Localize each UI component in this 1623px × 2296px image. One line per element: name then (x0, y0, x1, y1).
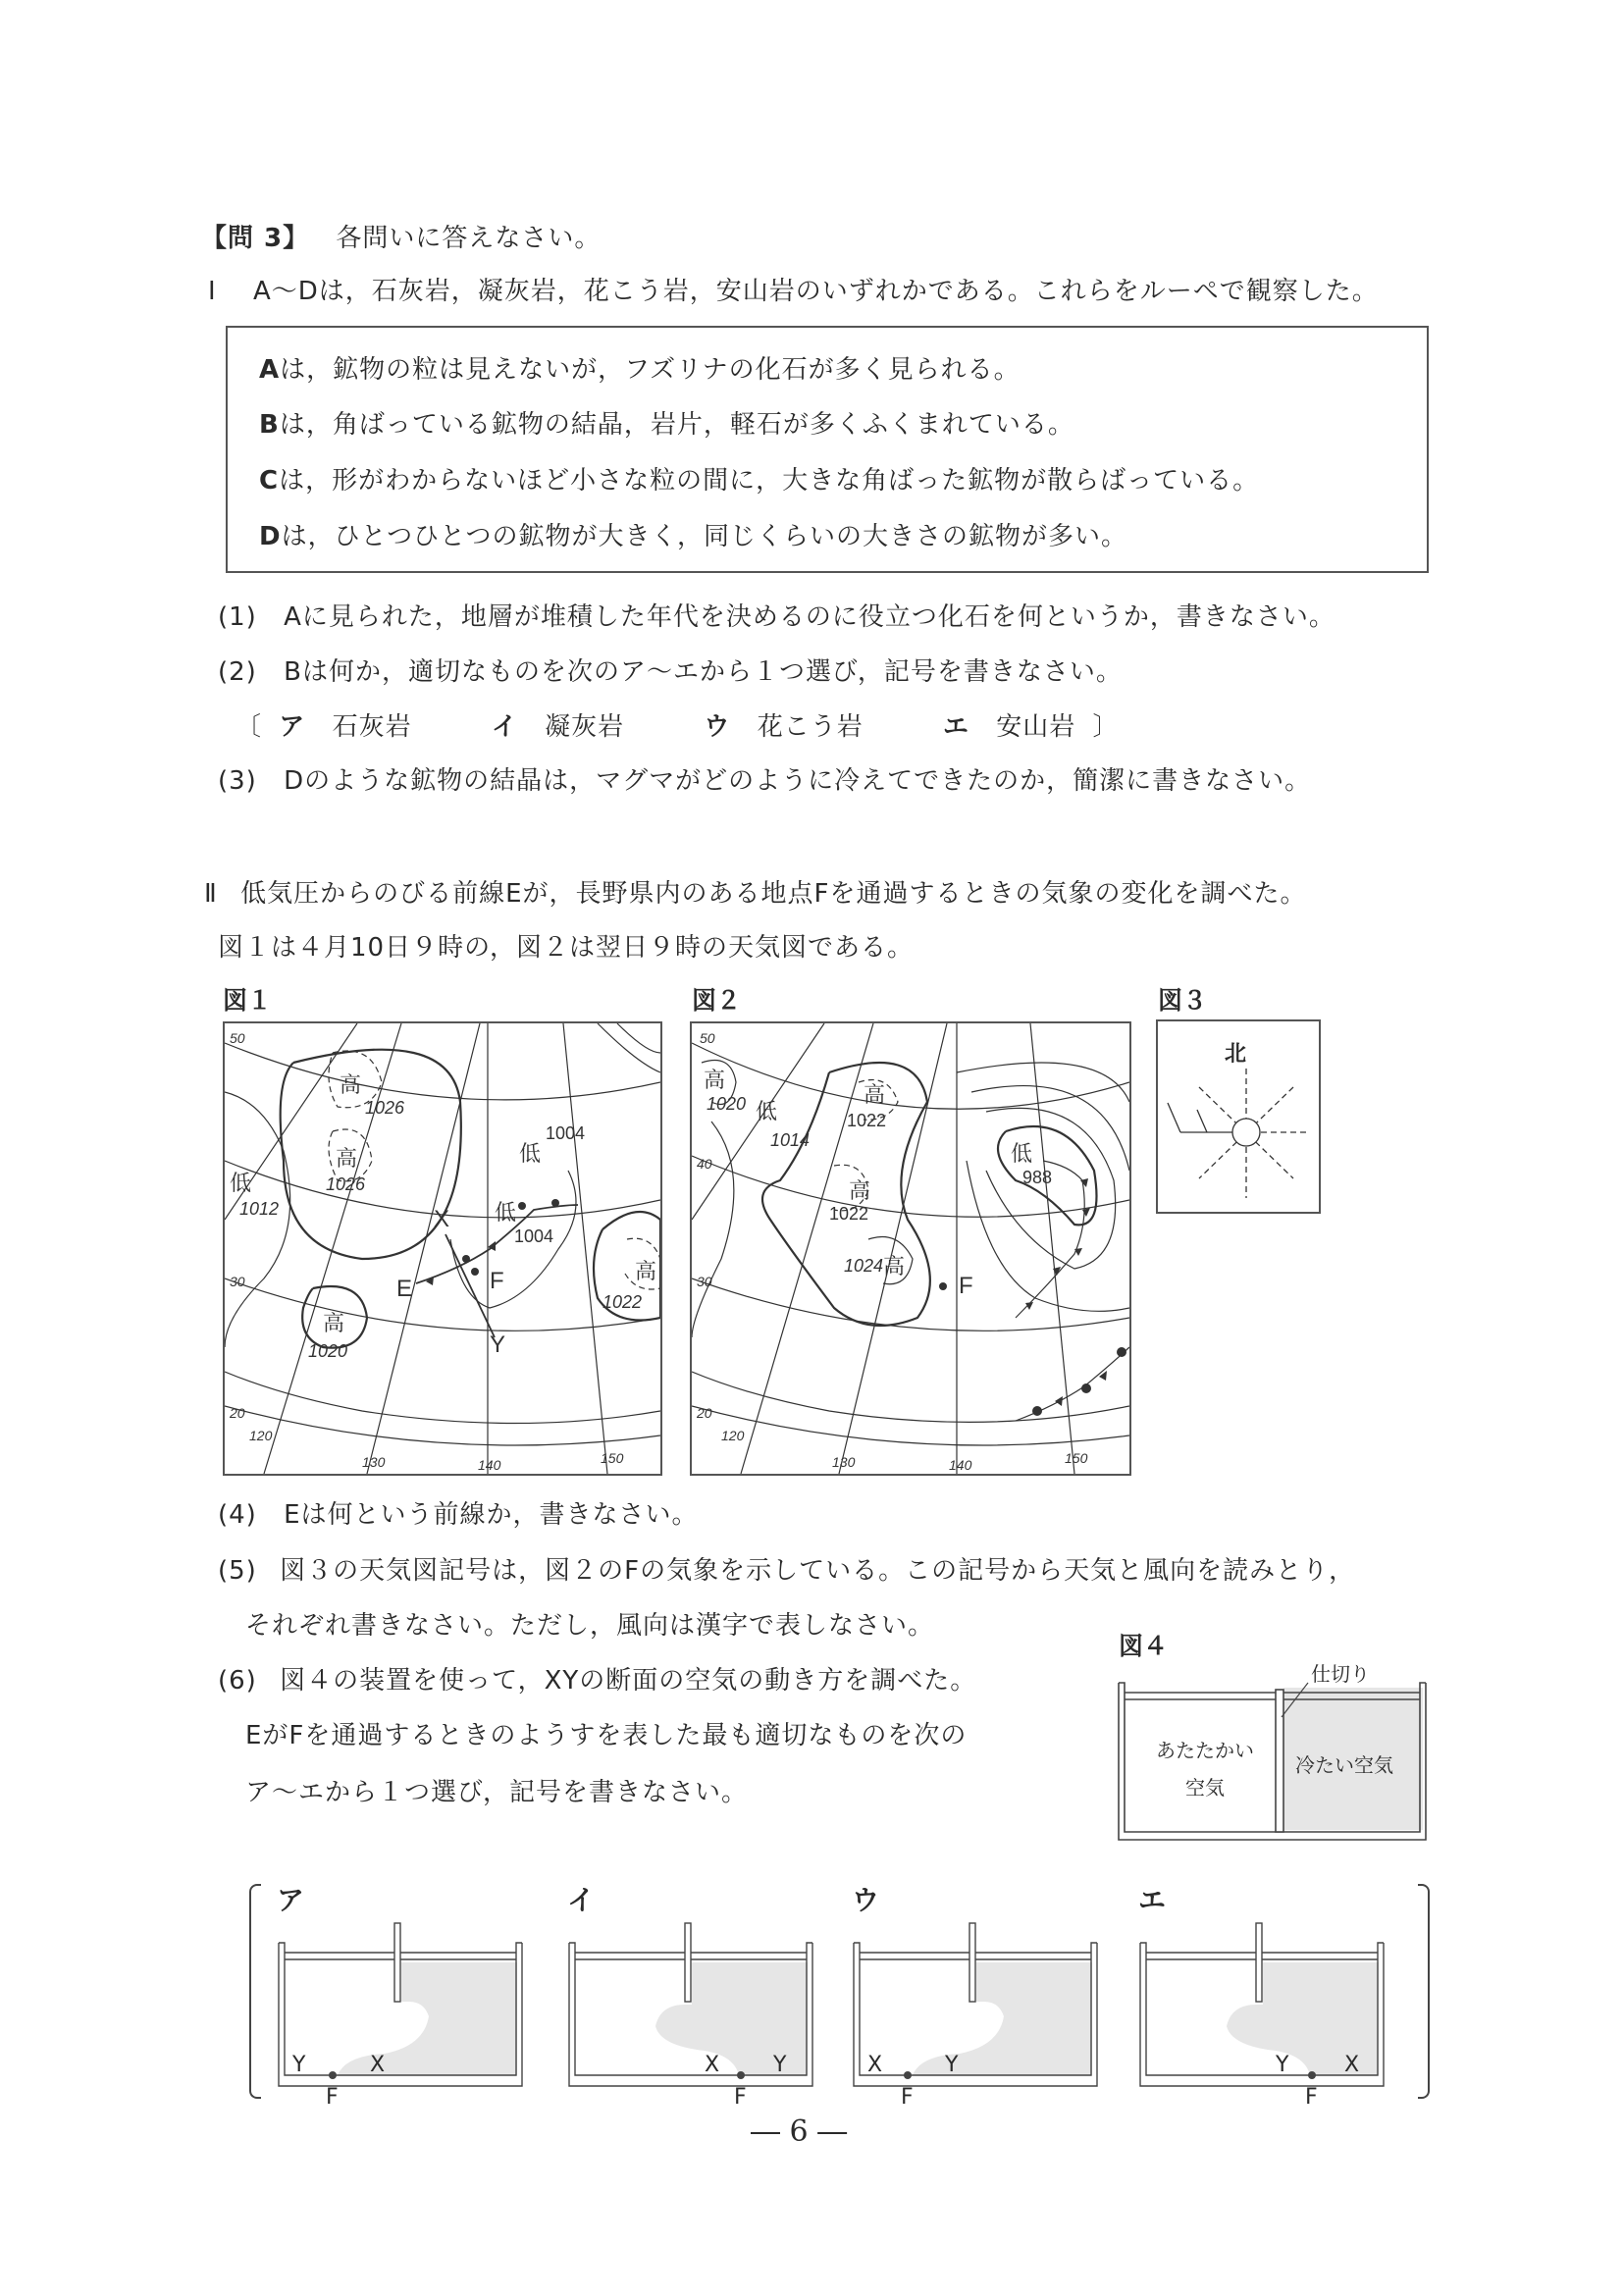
svg-text:1004: 1004 (514, 1226, 554, 1246)
weather-map-fig2-drawing (692, 1023, 1129, 1474)
svg-text:低: 低 (230, 1171, 252, 1195)
svg-text:140: 140 (949, 1457, 972, 1473)
fig3-label: 図３ (1158, 986, 1208, 1015)
question-5: (5) 図３の天気図記号は，図２のFの気象を示している。この記号から天気と風向を読みとり， (218, 1556, 1356, 1586)
svg-text:20: 20 (697, 1405, 712, 1421)
option-d (1138, 1879, 1388, 2110)
svg-text:F: F (959, 1273, 973, 1299)
svg-text:低: 低 (519, 1141, 542, 1166)
fig4-label: 図４ (1119, 1632, 1169, 1660)
part2-intro-line1: Ⅱ 低気圧からのびる前線Eが，長野県内のある地点Fを通過するときの気象の変化を調べた。 (204, 879, 1307, 909)
weather-map-fig2 (690, 1021, 1131, 1476)
option-right-label: Y (773, 2053, 787, 2077)
svg-text:Y: Y (490, 1331, 506, 1358)
svg-text:高: 高 (323, 1311, 345, 1335)
choice-key: ウ (704, 712, 731, 742)
svg-text:150: 150 (601, 1450, 624, 1466)
option-left-label: Y (292, 2053, 306, 2077)
svg-text:1026: 1026 (365, 1098, 405, 1118)
options-bracket-left (249, 1884, 261, 2099)
svg-text:低: 低 (495, 1200, 517, 1225)
svg-text:1020: 1020 (707, 1094, 747, 1114)
choice-key: ア (279, 712, 306, 742)
observation-b: Bは，角ばっている鉱物の結晶，岩片，軽石が多くふくまれている。 (259, 410, 1074, 440)
fig1-label: 図１ (223, 986, 273, 1015)
choice-key: イ (491, 712, 518, 742)
svg-text:高: 高 (864, 1082, 886, 1107)
option-right-label: X (370, 2053, 386, 2077)
option-key: エ (1138, 1884, 1167, 1916)
svg-text:1022: 1022 (847, 1111, 887, 1130)
option-key: ア (277, 1884, 305, 1916)
partition-label: 仕切り (1311, 1662, 1370, 1686)
svg-text:1004: 1004 (546, 1123, 586, 1143)
svg-text:50: 50 (700, 1030, 715, 1046)
observation-a: Aは，鉱物の粒は見えないが，フズリナの化石が多く見られる。 (259, 355, 1021, 385)
svg-text:1020: 1020 (308, 1341, 348, 1361)
svg-text:1022: 1022 (602, 1292, 643, 1312)
svg-text:130: 130 (362, 1454, 386, 1470)
question-4: (4) Eは何という前線か，書きなさい。 (218, 1500, 699, 1530)
weather-map-fig1 (223, 1021, 662, 1476)
bracket-close: 〕 (1092, 712, 1120, 742)
svg-text:120: 120 (721, 1428, 745, 1443)
choice-label: 花こう岩 (757, 712, 864, 742)
option-c-drawing (852, 1908, 1102, 2105)
svg-text:50: 50 (230, 1030, 245, 1046)
svg-text:高: 高 (849, 1178, 871, 1203)
part2-numeral: Ⅱ (204, 879, 218, 909)
option-b (567, 1879, 817, 2110)
choice-key: エ (942, 712, 969, 742)
question-6: (6) 図４の装置を使って，XYの断面の空気の動き方を調べた。 (218, 1666, 977, 1696)
question-2: (2) Bは何か，適切なものを次のア～エから１つ選び，記号を書きなさい。 (218, 657, 1123, 687)
option-point-label: F (326, 2085, 339, 2110)
svg-text:1012: 1012 (239, 1199, 280, 1219)
question-instruction: 各問いに答えなさい。 (336, 224, 602, 253)
options-bracket-right (1418, 1884, 1430, 2099)
svg-text:1022: 1022 (829, 1204, 869, 1224)
north-label: 北 (1225, 1042, 1247, 1067)
choice-label: 凝灰岩 (545, 712, 625, 742)
svg-text:30: 30 (230, 1274, 245, 1289)
part2-intro-line2: 図１は４月10日９時の，図２は翌日９時の天気図である。 (218, 933, 915, 963)
option-left-label: X (705, 2053, 720, 2077)
option-right-label: Y (945, 2053, 959, 2077)
svg-text:低: 低 (756, 1099, 778, 1123)
option-left-label: X (867, 2053, 883, 2077)
option-a-drawing (277, 1908, 527, 2105)
part1-numeral: Ⅰ (208, 277, 217, 306)
option-left-label: Y (1276, 2053, 1289, 2077)
svg-text:20: 20 (230, 1405, 245, 1421)
bracket-open: 〔 (236, 712, 263, 742)
question-5-line2: それぞれ書きなさい。ただし，風向は漢字で表しなさい。 (245, 1611, 935, 1641)
option-point-label: F (901, 2085, 914, 2110)
option-right-label: X (1344, 2053, 1360, 2077)
svg-text:140: 140 (478, 1457, 501, 1473)
svg-text:高: 高 (704, 1068, 726, 1092)
option-point-label: F (1305, 2085, 1318, 2110)
question-number: 【問 3】 (201, 224, 310, 253)
question-1: (1) Aに見られた，地層が堆積した年代を決めるのに役立つ化石を何というか，書きなさい。 (218, 602, 1335, 632)
page-number: ― 6 ― (751, 2114, 848, 2149)
observation-d: Dは，ひとつひとつの鉱物が大きく，同じくらいの大きさの鉱物が多い。 (259, 522, 1128, 551)
svg-text:120: 120 (249, 1428, 273, 1443)
svg-text:1026: 1026 (326, 1174, 366, 1194)
weather-symbol-fig3 (1156, 1019, 1321, 1214)
svg-text:1014: 1014 (770, 1130, 811, 1150)
svg-text:X: X (434, 1206, 450, 1232)
part1-intro (208, 271, 1379, 307)
option-a (277, 1879, 527, 2110)
choices-row (236, 706, 1120, 743)
choice-label: 石灰岩 (332, 712, 412, 742)
svg-text:E: E (396, 1276, 413, 1302)
warm-air-label: あたたかい 空気 (1156, 1739, 1254, 1800)
svg-text:F: F (490, 1268, 504, 1294)
weather-map-fig1-drawing (225, 1023, 660, 1474)
svg-text:高: 高 (336, 1146, 358, 1171)
question-6-line2: EがFを通過するときのようすを表した最も適切なものを次の (245, 1721, 968, 1750)
option-key: ウ (852, 1884, 880, 1916)
svg-text:低: 低 (1011, 1141, 1033, 1166)
weather-symbol-drawing (1158, 1021, 1319, 1212)
question-6-line3: ア～エから１つ選び，記号を書きなさい。 (245, 1778, 748, 1807)
question-3: (3) Dのような鉱物の結晶は，マグマがどのように冷えてできたのか，簡潔に書きなさい。 (218, 766, 1312, 796)
part1-intro-text: A～Dは，石灰岩，凝灰岩，花こう岩，安山岩のいずれかである。これらをルーペで観察した。 (252, 277, 1379, 306)
cold-air-label: 冷たい空気 (1295, 1753, 1393, 1777)
option-point-label: F (734, 2085, 747, 2110)
option-key: イ (567, 1884, 596, 1916)
option-c (852, 1879, 1102, 2110)
svg-text:高: 高 (635, 1259, 657, 1283)
svg-text:高: 高 (883, 1254, 906, 1278)
fig2-label: 図２ (692, 986, 742, 1015)
apparatus-fig4 (1117, 1658, 1431, 1845)
choice-label: 安山岩 (996, 712, 1076, 742)
observation-c: Cは，形がわからないほど小さな粒の間に，大きな角ばった鉱物が散らばっている。 (259, 466, 1260, 496)
observation-box (226, 326, 1429, 573)
svg-text:1024: 1024 (844, 1256, 884, 1276)
svg-text:988: 988 (1022, 1168, 1053, 1187)
svg-text:130: 130 (832, 1454, 856, 1470)
svg-text:150: 150 (1065, 1450, 1088, 1466)
svg-text:30: 30 (697, 1274, 712, 1289)
svg-text:40: 40 (697, 1156, 712, 1172)
svg-text:高: 高 (340, 1072, 362, 1097)
question-header (201, 218, 601, 254)
